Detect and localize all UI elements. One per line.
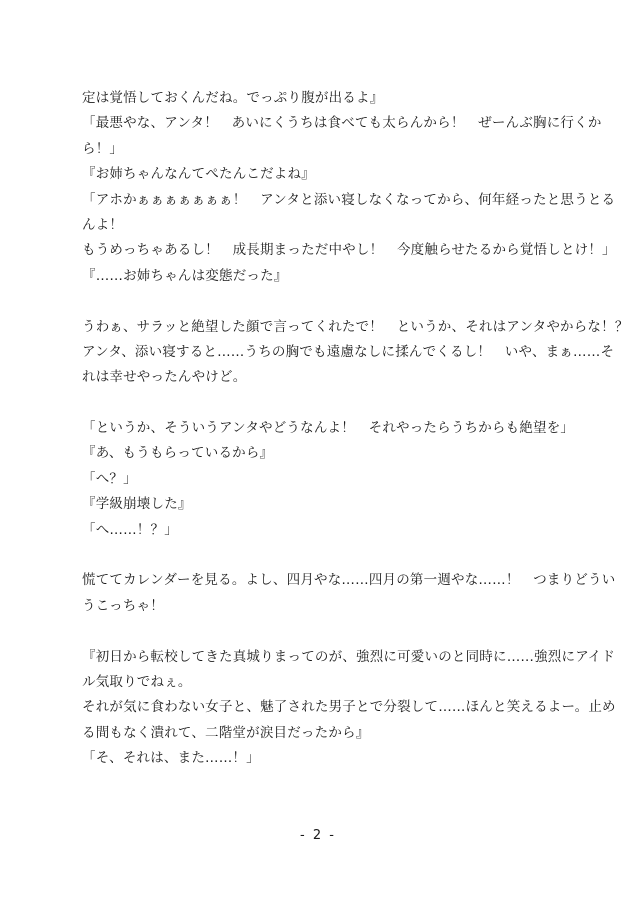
text-line: 慌ててカレンダーを見る。よし、四月やな……四月の第一週やな……！ つまりどうい	[82, 572, 616, 589]
text-line: うわぁ、サラッと絶望した顔で言ってくれたで！ というか、それはアンタやからな！？	[82, 318, 629, 335]
page-number: - 2 -	[300, 828, 336, 843]
blank-line	[82, 543, 560, 568]
blank-line	[82, 289, 560, 314]
text-line: 『お姉ちゃんなんてぺたんこだよね』	[82, 166, 315, 183]
text-line: アンタ、添い寝すると……うちの胸でも遠慮なしに揉んでくるし！ いや、まぁ……そ	[82, 343, 615, 360]
blank-line	[82, 391, 560, 416]
text-line: れは幸せやったんやけど。	[82, 369, 247, 386]
text-line: ル気取りでねぇ。	[82, 673, 192, 690]
text-line: 「アホかぁぁぁぁぁぁぁ！ アンタと添い寝しなくなってから、何年経ったと思うとる	[82, 191, 616, 208]
text-line: それが気に食わない女子と、魅了された男子とで分裂して……ほんと笑えるよー。止め	[82, 699, 616, 716]
blank-line	[82, 619, 560, 644]
text-line: 「そ、それは、また……！」	[82, 750, 260, 767]
text-line: うこっちゃ！	[82, 597, 164, 614]
text-line: 『初日から転校してきた真城りまってのが、強烈に可愛いのと同時に……強烈にアイド	[82, 648, 616, 665]
text-line: 『……お姉ちゃんは変態だった』	[82, 267, 288, 284]
text-line: 『あ、もうもらっているから』	[82, 445, 274, 462]
text-line: る間もなく潰れて、二階堂が涙目だったから』	[82, 724, 370, 741]
text-line: 「へ……！？」	[82, 521, 178, 538]
text-line: ら！」	[82, 140, 124, 157]
text-line: 「というか、そういうアンタやどうなんよ！ それやったらうちからも絶望を」	[82, 420, 575, 437]
text-line: もうめっちゃあるし！ 成長期まっただ中やし！ 今度触らせたるから覚悟しとけ！」	[82, 242, 616, 259]
text-line: 『学級崩壊した』	[82, 496, 192, 513]
body-text	[82, 86, 629, 772]
text-line: んよ！	[82, 216, 124, 233]
text-line: 「最悪やな、アンタ！ あいにくうちは食べても太らんから！ ぜーんぶ胸に行くか	[82, 115, 602, 132]
text-line: 定は覚悟しておくんだね。でっぷり腹が出るよ』	[82, 90, 384, 106]
text-line: 「へ？」	[82, 470, 137, 487]
